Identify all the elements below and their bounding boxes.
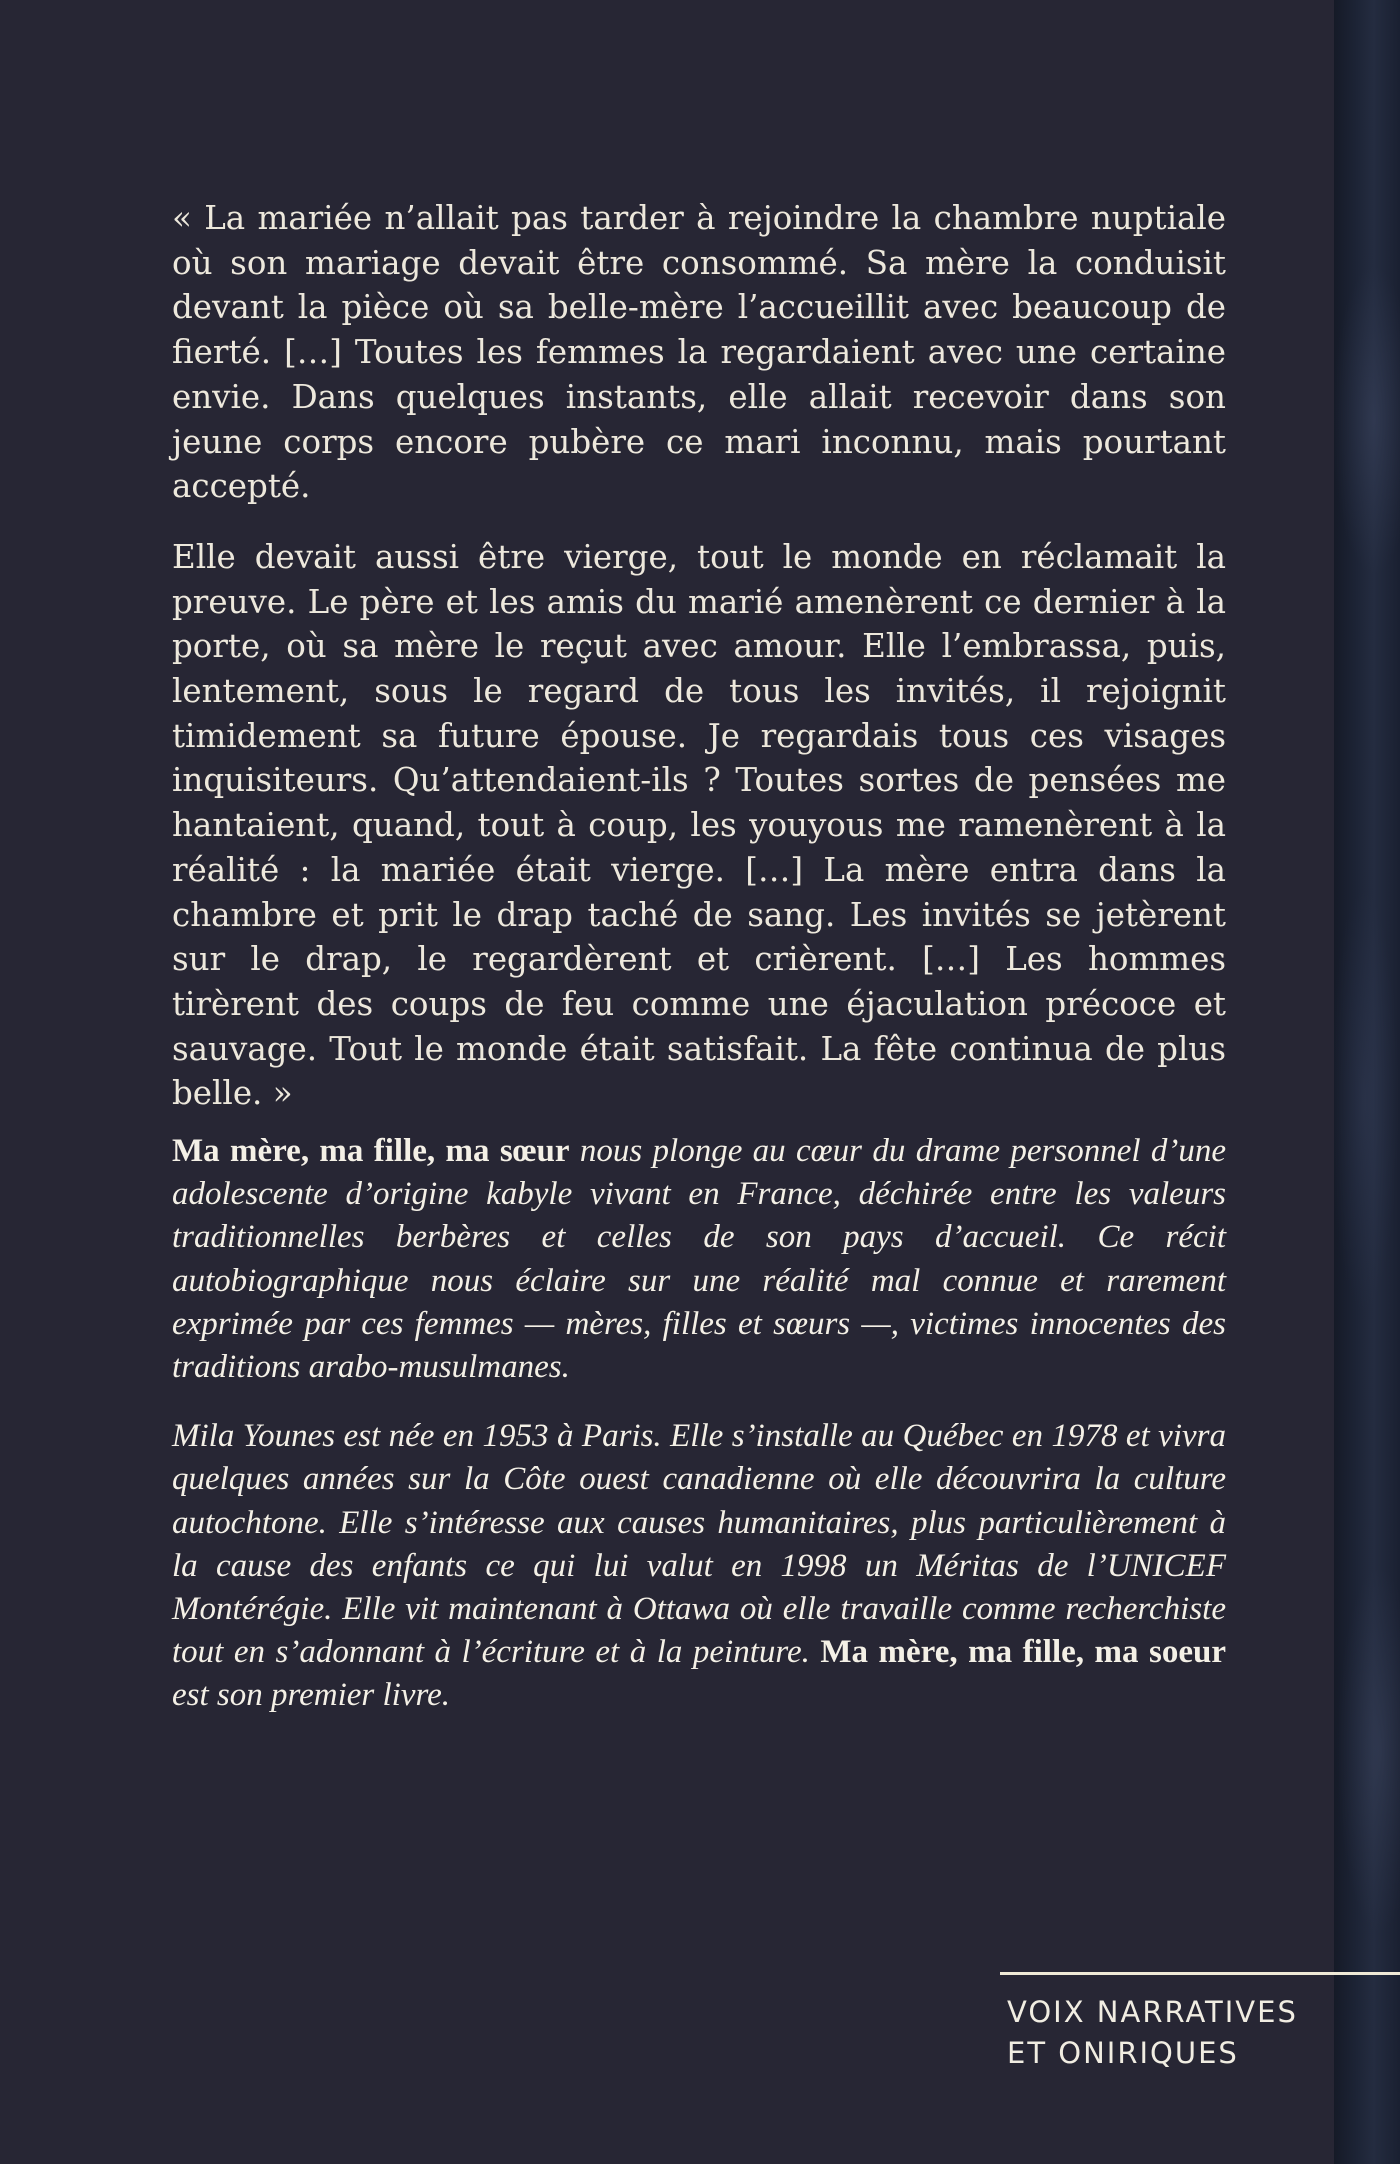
book-title: Ma mère, ma fille, ma sœur xyxy=(172,1133,570,1169)
cover-spine-edge xyxy=(1334,0,1400,2164)
excerpt-paragraph-2: Elle devait aussi être vierge, tout le monde en réclamait la preuve. Le père et les amis du marié amenèrent ce dernier à la porte, où sa mère le reçut avec amour. Elle l’embrassa, puis, lentement, sous le regard de tous les invités, il rejoignit timidement sa future épouse. Je regardais tous ces visages inquisiteurs. Qu’attendaient-ils ? Toutes sortes de pensées me hantaient, quand, tout à coup, les youyous me ramenèrent à la réalité : la mariée était vierge. […] La mère entra dans la chambre et prit le drap taché de sang. Les invités se jetèrent sur le drap, le regardèrent et crièrent. […] Les hommes tirèrent des coups de feu comme une éjaculation précoce et sauvage. Tout le monde était satisfait. La fête continua de plus belle. » xyxy=(172,537,1226,1113)
excerpt-quote xyxy=(172,196,1226,1116)
series-line-1: VOIX NARRATIVES xyxy=(1007,1995,1298,2029)
bio-book-title: Ma mère, ma fille, ma soeur xyxy=(809,1634,1226,1671)
summary-paragraph xyxy=(172,1130,1226,1389)
bio-ending: est son premier livre. xyxy=(172,1677,451,1714)
summary-text: nous plonge au cœur du drame personnel d’une adolescente d’origine kabyle vivant en France, déchirée entre les valeurs traditionnelles berbères et celles de son pays d’accueil. Ce récit autobiographique nous éclaire sur une réalité mal connue et rarement exprimée par ces femmes — mères, filles et sœurs —, victimes innocentes des traditions arabo-musulmanes. xyxy=(172,1133,1227,1386)
series-line-2: ET ONIRIQUES xyxy=(1007,2036,1239,2070)
author-bio-text: Mila Younes est née en 1953 à Paris. Elle s’installe au Québec en 1978 et vivra quelques années sur la Côte ouest canadienne où elle découvrira la culture autochtone. Elle s’intéresse aux causes humanitaires, plus particulièrement à la cause des enfants ce qui lui valut en 1998 un Méritas de l’UNICEF Montérégie. Elle vit maintenant à Ottawa où elle travaille comme recherchiste tout en s’adonnant à l’écriture et à la peinture. xyxy=(172,1418,1226,1671)
book-description xyxy=(172,1130,1226,1718)
series-divider xyxy=(1000,1972,1400,1975)
series-label xyxy=(1007,1992,1298,2074)
excerpt-paragraph-1: « La mariée n’allait pas tarder à rejoindre la chambre nuptiale où son mariage devait être consommé. Sa mère la conduisit devant la pièce où sa belle-mère l’accueillit avec beaucoup de fierté. […] Toutes les femmes la regardaient avec une certaine envie. Dans quelques instants, elle allait recevoir dans son jeune corps encore pubère ce mari inconnu, mais pourtant accepté. xyxy=(172,199,1226,506)
author-bio-paragraph xyxy=(172,1415,1226,1717)
